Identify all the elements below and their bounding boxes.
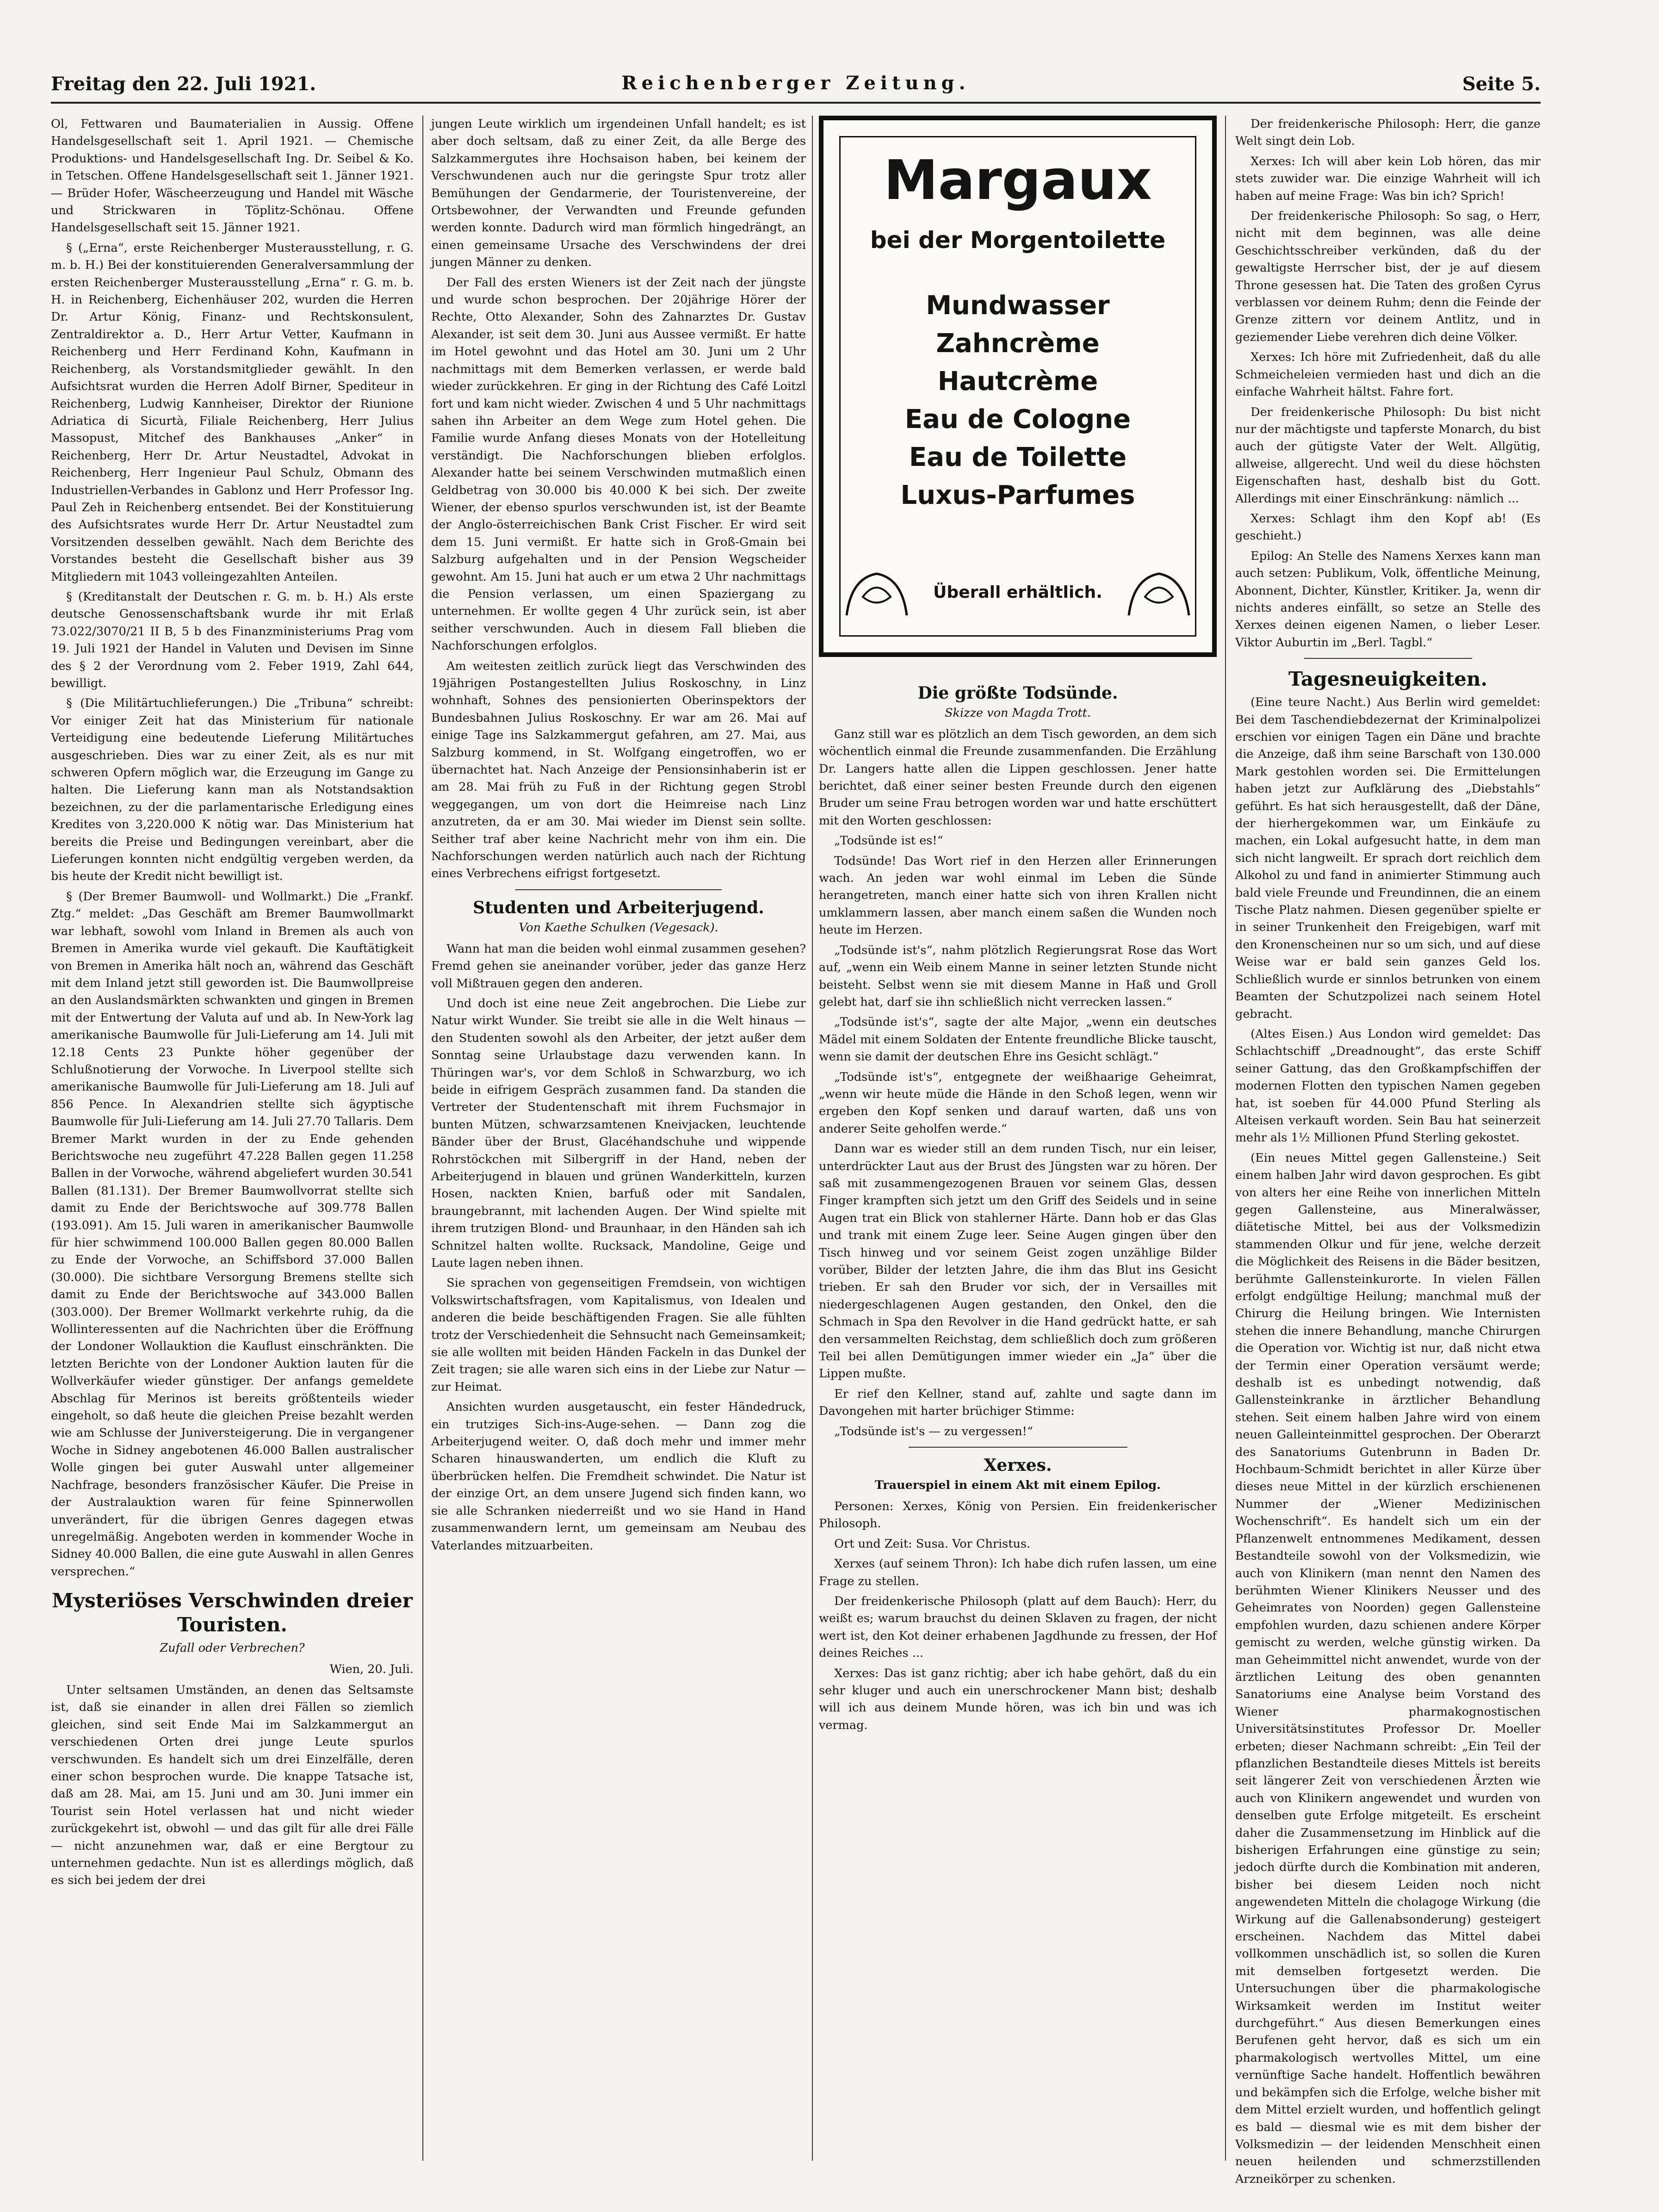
article-paragraph: Xerxes: Ich will aber kein Lob hören, das mir stets zuwider war. Die einzige Wahrheit will ich haben auf meine Frage: Was bin ich? Sprich! — [1235, 154, 1541, 203]
article-paragraph: Ort und Zeit: Susa. Vor Christus. — [834, 1537, 1031, 1551]
article-paragraph: Unter seltsamen Umständen, an denen das Seltsamste ist, daß sie einander in allen drei Fällen so ziemlich gleichen, sind seit Ende Mai im Salzkammergut an verschiedenen Orten drei junge Leute spurlos verschwunden. Es handelt sich um drei Einzelfälle, deren einer schon besprochen wurde. Die knappe Tatsache ist, daß am 28. Mai, am 15. Juni und am 30. Juni immer ein Tourist sein Hotel verlassen hat und nicht wieder zurückgekehrt ist, obwohl — und das gilt für alle drei Fälle — nicht anzunehmen war, daß er eine Bergtour zu unternehmen gedachte. Nun ist es allerdings möglich, daß es sich bei jedem der drei — [51, 1683, 414, 1888]
ad-product: Eau de Cologne — [904, 404, 1131, 434]
masthead — [51, 69, 1541, 104]
article-paragraph: Am weitesten zeitlich zurück liegt das Verschwinden des 19jährigen Postangestellten Julius Roskoschny, in Linz wohnhaft, Sohnes des pensionierten Oberinspektors der Bundesbahnen Julius Roskoschny. Er war am 26. Mai auf einige Tage ins Salzkammergut gefahren, am 27. Mai, aus Salzburg kommend, in St. Wolfgang eingetroffen, wo er übernachtet hat. Nach Anzeige der Pensionsinhaberin ist er am 28. Mai früh zu Fuß in der Richtung gegen Strobl weggegangen, um von dort die Heimreise nach Linz anzutreten, da er am 30. Mai wieder im Dienst sein sollte. Seither traf aber keine Nachricht mehr von ihm ein. Die Nachforschungen werden natürlich auch nach der Richtung eines Verbrechens eifrigst fortgesetzt. — [431, 659, 806, 881]
article-paragraph: Sie sprachen von gegenseitigen Fremdsein, von wichtigen Volkswirtschaftsfragen, vom Kapitalismus, von Idealen und anderen die beide beschäftigenden Fragen. Sie alle fühlten trotz der Verschiedenheit die Sehnsucht nach Gemeinsamkeit; sie alle wollten mit beiden Händen Fackeln in das Dunkel der Zeit tragen; sie alle waren sich eins in der Liebe zur Natur — zur Heimat. — [431, 1276, 806, 1394]
article-paragraph: Xerxes: Das ist ganz richtig; aber ich habe gehört, daß du ein sehr kluger und auch ein unerschrockener Mann bist; deshalb will ich aus deinem Munde hören, was ich bin und was ich vermag. — [819, 1666, 1217, 1732]
headline-todsuende: Die größte Todsünde. — [917, 683, 1118, 703]
headline-tagesneuigkeiten: Tagesneuigkeiten. — [1288, 668, 1488, 691]
article-paragraph: Xerxes: Schlagt ihm den Kopf ab! (Es geschieht.) — [1235, 511, 1541, 543]
ad-footer: Überall erhältlich. — [933, 583, 1102, 602]
article-paragraph: § („Erna“, erste Reichenberger Musterausstellung, r. G. m. b. H.) Bei der konstituierenden Generalversammlung der ersten Reichenberger Musterausstellung „Erna“ r. G. m. b. H. in Reichenberg, Eichenhäuser 202, wurden die Herren Dr. Artur König, Finanz- und Rechtskonsulent, Zentraldirektor a. D., Herr Artur Vetter, Kaufmann in Reichenberg und Herr Ferdinand Kohn, Kaufmann in Reichenberg, als Vorstandsmitglieder gewählt. In den Aufsichtsrat wurden die Herren Adolf Birner, Spediteur in Reichenberg, Ludwig Kannheiser, Direktor der Riunione Adriatica di Sicurtà, Filiale Reichenberg, Herr Julius Massopust, Mitchef des Bankhauses „Anker“ in Reichenberg, Herr Dr. Artur Neustadtel, Advokat in Reichenberg, Herr Ingenieur Paul Schulz, Obmann des Industriellen-Verbandes in Gablonz und Herr Professor Ing. Paul Zeh in Reichenberg entsendet. Bei der Konstituierung des Aufsichtsrates wurde Herr Dr. Artur Neustadtel zum Vorsitzenden desselben gewählt. Nach dem Berichte des Vorstandes besteht die Gesellschaft bisher aus 39 Mitgliedern mit 1043 volleingezahlten Anteilen. — [51, 241, 414, 584]
ad-product: Zahncrème — [936, 328, 1100, 359]
article-paragraph: „Todsünde ist es!“ — [834, 834, 943, 848]
column-4 — [1235, 116, 1541, 2186]
column-1 — [51, 116, 414, 2161]
column-3 — [819, 685, 1217, 2161]
subheadline: Trauerspiel in einem Akt mit einem Epilog. — [875, 1478, 1161, 1493]
newspaper-title: Reichenberger Zeitung. — [621, 72, 970, 94]
byline: Von Kaethe Schulken (Vegesack). — [519, 921, 718, 935]
article-paragraph: jungen Leute wirklich um irgendeinen Unfall handelt; es ist aber doch seltsam, daß zu einer Zeit, da alle Berge des Salzkammergutes ihre Hochsaison haben, bei keinem der Verschwundenen auch nur die geringste Spur trotz aller Bemühungen der Gendarmerie, der Touristenvereine, der Ortsbewohner, der Verwandten und Freunde gefunden werden konnte. Dadurch wird man förmlich hingedrängt, an einen gemeinsame Ursache des Verschwindens der drei jungen Männer zu denken. — [431, 117, 806, 270]
subheadline: Zufall oder Verbrechen? — [160, 1641, 305, 1655]
article-paragraph: Der freidenkerische Philosoph: So sag, o Herr, nicht mit dem beginnen, was alle deine Geschichtsschreiber verkünden, daß du der gewaltigste Herrscher bist, der je auf diesem Throne gesessen hat. Die Taten des großen Cyrus verblassen vor deinem Ruhm; denn die Feinde der Grenze zittern vor deinem Antlitz, und in geziemender Liebe verehren dich deine Völker. — [1235, 209, 1541, 344]
ad-product: Hautcrème — [937, 366, 1098, 397]
ad-brand: Margaux — [884, 148, 1152, 212]
headline-xerxes: Xerxes. — [984, 1456, 1052, 1475]
article-paragraph: Xerxes: Ich höre mit Zufriedenheit, daß du alle Schmeicheleien vermieden hast und dich an die einfache Wahrheit hältst. Fahre fort. — [1235, 350, 1541, 399]
article-paragraph: Der Fall des ersten Wieners ist der Zeit nach der jüngste und wurde schon besprochen. Der 20jährige Hörer der Rechte, Otto Alexander, Sohn des Zahnarztes Dr. Gustav Alexander, ist seit dem 30. Juni aus Aussee vermißt. Er hatte im Hotel gewohnt und das Hotel am 30. Juni um 2 Uhr nachmittags mit dem Bemerken verlassen, er werde bald wieder zurückkehren. Er ging in der Richtung des Café Loitzl fort und kam nicht wieder. Zwischen 4 und 5 Uhr nachmittags sahen ihn Arbeiter an dem Wege zum Hotel gehen. Die Familie wurde Anfang dieses Monats von der Hotelleitung verständigt. Die Nachforschungen blieben erfolglos. Alexander hatte bei seinem Verschwinden mutmaßlich einen Geldbetrag von 30.000 bis 40.000 K bei sich. Der zweite Wiener, der ebenso spurlos verschwunden ist, ist der Beamte der Anglo-österreichischen Bank Crist Fischer. Er wird seit dem 15. Juni vermißt. Er hatte sich in Groß-Gmain bei Salzburg aufgehalten und in der Pension Wegscheider gewohnt. Am 15. Juni hat auch er um etwa 2 Uhr nachmittags die Pension verlassen, um einen Spaziergang zu unternehmen. Er wollte gegen 4 Uhr zurück sein, ist aber seither verschwunden. Auch in diesem Fall blieben die Nachforschungen erfolglos. — [431, 275, 806, 653]
article-paragraph: „Todsünde ist's“, sagte der alte Major, „wenn ein deutsches Mädel mit einem Soldaten der Entente freundliche Blicke tauscht, wenn sie damit der deutschen Ehre ins Gesicht schlägt.“ — [819, 1015, 1217, 1064]
article-paragraph: Todsünde! Das Wort rief in den Herzen aller Erinnerungen wach. An jeden war wohl einmal im Leben die Sünde herangetreten, manch einer hatte sich von ihren Krallen nicht umklammern lassen, aber manch einem saßen die Wunden noch heute im Herzen. — [819, 854, 1217, 937]
divider — [1304, 658, 1472, 659]
newspaper-page — [51, 69, 1541, 2186]
article-paragraph: Der freidenkerische Philosoph (platt auf dem Bauch): Herr, du weißt es; warum brauchst du deinen Sklaven zu fragen, der nicht wert ist, den Kot deiner erhabenen Jagdhunde zu fressen, der Hof deines Reiches ... — [819, 1594, 1217, 1661]
article-paragraph: § (Kreditanstalt der Deutschen r. G. m. b. H.) Als erste deutsche Genossenschaftsbank wurde ihr mit Erlaß 73.022/3070/21 II B, 5 b des Finanzministeriums Prag vom 19. Juli 1921 der Handel in Valuten und Devisen im Sinne des § 2 der Verordnung vom 2. Feber 1919, Zahl 644, bewilligt. — [51, 589, 414, 690]
byline: Skizze von Magda Trott. — [945, 706, 1091, 720]
page-number: Seite 5. — [1462, 73, 1541, 95]
article-paragraph: Der freidenkerische Philosoph: Du bist nicht nur der mächtigste und tapferste Monarch, du bist auch der gütigste Vater der Welt. Allgütig, allweise, allgerecht. Und weil du diese höchsten Eigenschaften hast, deshalb bist du Gott. Allerdings mit einer Einschränkung: nämlich ... — [1235, 405, 1541, 506]
headline-students: Studenten und Arbeiterjugend. — [473, 898, 764, 917]
ad-product: Eau de Toilette — [909, 442, 1127, 472]
article-paragraph: Personen: Xerxes, König von Persien. Ein freidenkerischer Philosoph. — [819, 1499, 1217, 1531]
dateline: Wien, 20. Juli. — [329, 1662, 414, 1676]
ad-product-list — [823, 287, 1212, 514]
margaux-advertisement — [819, 116, 1217, 657]
ad-product: Mundwasser — [926, 291, 1110, 321]
article-paragraph: Ganz still war es plötzlich an dem Tisch geworden, an dem sich wöchentlich einmal die Freunde zusammenfanden. Die Erzählung Dr. Langers hatte allen die Lippen geschlossen. Jener hatte berichtet, daß einer seiner besten Freunde durch den eigenen Bruder um seine Frau betrogen worden war und hatte erschüttert mit den Worten geschlossen: — [819, 727, 1217, 828]
headline-mysterious-disappearance: Mysteriöses Verschwinden dreier Touristen. — [52, 1589, 413, 1636]
article-paragraph: Epilog: An Stelle des Namens Xerxes kann man auch setzen: Publikum, Volk, öffentliche Meinung, Abonnent, Dichter, Künstler, Kritiker. Ja, wenn dir nichts anderes einfällt, so setze an Stelle des Xerxes deinen eigenen Namen, o lieber Leser. Viktor Auburtin im „Berl. Tagbl.“ — [1235, 549, 1541, 650]
issue-date: Freitag den 22. Juli 1921. — [51, 73, 316, 95]
divider — [515, 889, 722, 890]
divider — [909, 1447, 1127, 1448]
column-rule — [1225, 116, 1226, 2161]
article-paragraph: Der freidenkerische Philosoph: Herr, die ganze Welt singt dein Lob. — [1235, 117, 1541, 149]
article-paragraph: „Todsünde ist's“, entgegnete der weißhaarige Geheimrat, „wenn wir heute müde die Hände in den Schoß legen, wenn wir ergeben den Kopf senken und darauf warten, daß uns von anderer Seite geholfen werde.“ — [819, 1070, 1217, 1136]
column-rule — [812, 116, 813, 2161]
article-paragraph: Er rief den Kellner, stand auf, zahlte und sagte dann im Davongehen mit harter brüchiger Stimme: — [819, 1387, 1217, 1419]
article-paragraph: „Todsünde ist's — zu vergessen!“ — [834, 1424, 1033, 1438]
article-paragraph: Wann hat man die beiden wohl einmal zusammen gesehen? Fremd gehen sie aneinander vorüber, jeder das ganze Herz voll Mißtrauen gegen den anderen. — [431, 942, 806, 991]
article-paragraph: (Eine teure Nacht.) Aus Berlin wird gemeldet: Bei dem Taschendiebdezernat der Kriminalpolizei erschien vor einigen Tagen ein Däne und brachte die Anzeige, daß ihm seine Barschaft von 130.000 Mark gestohlen worden sei. Die Ermittelungen haben jetzt zur Aufklärung des „Diebstahls“ geführt. Es hat sich herausgestellt, daß der Däne, der hierhergekommen war, um Einkäufe zu machen, ein Lokal aufgesucht hatte, in dem man sich nicht langweilt. Er sprach dort reichlich dem Alkohol zu und fand in animierter Stimmung auch bald viele Freunde und Freundinnen, die an einem Tische Platz nahmen. Diesen gegenüber spielte er in seiner Trunkenheit den Freigebigen, warf mit den Kronenscheinen nur so um sich, und auf diese Weise war er bald sein ganzes Geld los. Schließlich wurde er sinnlos betrunken von einem Beamten der Schutzpolizei nach seinem Hotel gebracht. — [1235, 695, 1541, 1021]
ad-tagline: bei der Morgentoilette — [870, 227, 1166, 254]
article-paragraph: Ansichten wurden ausgetauscht, ein fester Händedruck, ein trutziges Sich-ins-Auge-sehen. — Dann zog die Arbeiterjugend weiter. O, daß doch mehr und immer mehr Scharen hinauswanderten, um endlich die Kluft zu überbrücken helfen. Die Fremdheit schwindet. Die Natur ist der einzige Ort, an dem unsere Jugend sich finden kann, wo sie alle Schranken niederreißt und wo sie Hand in Hand zusammenwandern lernt, um gemeinsam am Neubau des Vaterlandes mitzuarbeiten. — [431, 1400, 806, 1553]
article-paragraph: Xerxes (auf seinem Thron): Ich habe dich rufen lassen, um eine Frage zu stellen. — [819, 1557, 1217, 1588]
article-paragraph: (Ein neues Mittel gegen Gallensteine.) Seit einem halben Jahr wird davon gesprochen. Es gibt von alters her eine Reihe von innerlichen Mitteln gegen Gallensteine, aus Mineralwässer, diätetische Mittel, bei aus der Volksmedizin stammenden Olkur und für jene, welche derzeit die Möglichkeit des Reisens in die Bäder besitzen, berühmte Gallensteinkurorte. In vielen Fällen erfolgt endgültige Heilung; manchmal muß der Chirurg die Heilung bringen. Wie Internisten stehen die innere Behandlung, manche Chirurgen die Operation vor. Wichtig ist nur, daß nicht etwa der Termin einer Operation versäumt werde; deshalb ist es unbedingt notwendig, daß Gallensteinkranke in ärztlicher Behandlung stehen. Seit einem halben Jahre wird von einem neuen Galleinteinmittel gesprochen. Der Oberarzt des Sanatoriums Gutenbrunn in Baden Dr. Hochbaum-Schmidt berichtet in aller Kürze über dieses neue Mittel in der kürzlich erschienenen Nummer der „Wiener Medizinischen Wochenschrift“. Es handelt sich um ein der Pflanzenwelt entnommenes Medikament, dessen Bestandteile sowohl von der Volksmedizin, wie auch von Klinikern (man nennt den Namen des berühmten Wiener Klinikers Neusser und des Geheimrates von Noorden) gegen Gallensteine empfohlen wurden, dazu schienen andere Körper gemischt zu werden, welche günstig wirken. Da man Geheimmittel nicht anwendet, wurde von der ärztlichen Leitung des oben genannten Sanatoriums eine Analyse beim Vorstand des Wiener pharmakognostischen Universitätsinstitutes Professor Dr. Moeller erbeten; dieser Nachmann schreibt: „Ein Teil der pflanzlichen Bestandteile dieses Mittels ist bereits seit längerer Zeit von verschiedenen Ärzten wie auch von Klinikern angewendet und wurden von denselben gute Erfolge mitgeteilt. Es erscheint daher die Zusammensetzung im Hinblick auf die bisherigen Erfahrungen eine günstige zu sein; jedoch dürfte durch die Kombination mit anderen, bisher bei diesem Leiden noch nicht angewendeten Mitteln die cholagoge Wirkung (die Wirkung auf die Gallenabsonderung) gesteigert erscheinen. Nachdem das Mittel dabei vollkommen unschädlich ist, so sollen die Kuren mit demselben fortgesetzt werden. Die Untersuchungen über die pharmakologische Wirksamkeit werden im Institut weiter durchgeführt.“ Aus diesen Bemerkungen eines Berufenen geht hervor, daß es sich um ein pharmakologisch wertvolles Mittel, um eine vernünftige Sache handelt. Hoffentlich bewähren und bekämpfen sich die Erfolge, welche bisher mit dem Mittel erzielt wurden, und hoffentlich gelingt es bald — diesmal wie es mit dem bisher der Volksmedizin — der leidenden Menschheit einen neuen heilenden und schmerzstillenden Arzneikörper zu schenken. — [1235, 1151, 1541, 2186]
article-paragraph: Und doch ist eine neue Zeit angebrochen. Die Liebe zur Natur wirkt Wunder. Sie treibt sie alle in die Welt hinaus — den Studenten sowohl als den Arbeiter, der jetzt außer dem Sonntag seine Urlaubstage dazu verwenden kann. In Thüringen war's, vor dem Schloß in Schwarzburg, wo ich beide in eifrigem Gespräch zusammen fand. Da standen die Vertreter der Studentenschaft mit ihrem Fuchsmajor in bunten Mützen, schwarzsamtenen Kneivjacken, leuchtende Bänder über der Brust, Glacéhandschuhe und wippende Rohrstöckchen mit Silbergriff in der Hand, neben der Arbeiterjugend in blauen und grünen Wanderkitteln, kurzen Hosen, nackten Knien, barfuß oder mit Sandalen, braungebrannt, mit lachenden Augen. Der Wind spielte mit ihrem trutzigen Blond- und Braunhaar, in den Händen sah ich Schnitzel halten wollte. Rucksack, Mandoline, Geige und Laute lagen neben ihnen. — [431, 996, 806, 1270]
article-paragraph: Dann war es wieder still an dem runden Tisch, nur ein leiser, unterdrückter Laut aus der Brust des Jüngsten war zu hören. Der saß mit zusammengezogenen Brauen vor seinem Glas, dessen Finger krampften sich jetzt um den Griff des Seidels und in seine Augen trat ein Blick von stahlerner Härte. Dann hob er das Glas und trank mit einem Zuge leer. Seine Augen gingen über den Tisch hinweg und vor seinem Geist zogen unzählige Bilder vorüber, Bilder der letzten Jahre, die ihm das Blut ins Gesicht trieben. Er sah den Bruder vor sich, der in Versailles mit niedergeschlagenen Augen gestanden, den Onkel, den die Schmach in Spa den Revolver in die Hand gedrückt hatte, er sah den versammelten Reichstag, dem schließlich doch zum größeren Teil bei allen Demütigungen immer wieder ein „Ja“ über die Lippen mußte. — [819, 1142, 1217, 1381]
ad-product: Luxus-Parfumes — [900, 480, 1135, 510]
column-2 — [431, 116, 806, 2161]
column-rule — [422, 116, 423, 2161]
article-paragraph: § (Die Militärtuchlieferungen.) Die „Tribuna“ schreibt: Vor einiger Zeit hat das Ministerium für nationale Verteidigung eine bedeutende Lieferung Militärtuches ausgeschrieben. Dies war zu einer Zeit, als es nur mit schweren Opfern möglich war, die Erzeugung im Gange zu halten. Die Lieferung kann man als Notstandsaktion bezeichnen, zu der die parlamentarische Erledigung eines Kredites von 3,220.000 K nötig war. Das Ministerium hat bereits die Preise und Bedingungen vereinbart, aber die Lieferungen konnten nicht endgültig vergeben werden, da bis heute der Kredit nicht bewilligt ist. — [51, 696, 414, 884]
article-paragraph: Ol, Fettwaren und Baumaterialien in Aussig. Offene Handelsgesellschaft seit 1. April 1921. — Chemische Produktions- und Handelsgesellschaft Ing. Dr. Seibel & Ko. in Tetschen. Offene Handelsgesellschaft seit 1. Jänner 1921. — Brüder Hofer, Wäscheerzeugung und Handel mit Wäsche und Strickwaren in Töplitz-Schönau. Offene Handelsgesellschaft seit 15. Jänner 1921. — [51, 117, 414, 235]
article-paragraph: § (Der Bremer Baumwoll- und Wollmarkt.) Die „Frankf. Ztg.“ meldet: „Das Geschäft am Bremer Baumwollmarkt war lebhaft, sowohl vom Inland in Bremen als auch von Bremen in Amerika wurde viel gekauft. Die Kauftätigkeit von Bremen in Amerika hält noch an, während das Geschäft mit dem Inland jetzt still geworden ist. Die Baumwollpreise an den Auslandsmärkten schwankten und gingen in Bremen mit der Entwertung der Valuta auf und ab. In New-York lag amerikanische Baumwolle für Juli-Lieferung am 14. Juli mit 12.18 Cents 23 Punkte höher gegenüber der Schlußnotierung der Vorwoche. In Liverpool stellte sich amerikanische Baumwolle für Juli-Lieferung am 18. Juli auf 856 Pence. In Alexandrien stellte sich ägyptische Baumwolle für Juli-Lieferung am 14. Juli 27.70 Tallaris. Dem Bremer Markt wurden in der zu Ende gehenden Berichtswoche neu zugeführt 47.228 Ballen gegen 11.258 Ballen in der Vorwoche, während abgeliefert wurden 30.541 Ballen (81.131). Der Bremer Baumwollvorrat stellte sich damit zu Ende der Berichtswoche auf 309.778 Ballen (193.091). Am 15. Juli waren in amerikanischer Baumwolle für hier schwimmend 100.000 Ballen gegen 80.000 Ballen zu Ende der Vorwoche, an Schiffsbord 37.000 Ballen (30.000). Die sichtbare Versorgung Bremens stellte sich damit zu Ende der Berichtswoche auf 343.000 Ballen (303.000). Der Bremer Wollmarkt verkehrte ruhig, da die Wollinteressenten auf die Nachrichten über die Eröffnung der Londoner Wollauktion die Kauflust einschränkten. Die letzten Berichte von der Londoner Auktion lauten für die Wollverkäufer wieder günstiger. Der anfangs gemeldete Abschlag für Merinos ist bereits größtenteils wieder eingeholt, so daß heute die gleichen Preise bezahlt werden wie am Schlusse der Juniversteigerung. Die in vergangener Woche in Sidney angebotenen 46.000 Ballen australischer Wolle gingen bei guter Auswahl unter allgemeiner Nachfrage, besonders französischer Käufer. Die Preise in der Australauktion waren für feine Spinnerwollen unverändert, für die übrigen Genres dagegen etwas unregelmäßig. Angeboten werden in kommender Woche in Sidney 40.000 Ballen, die eine gute Auswahl in allen Genres versprechen.“ — [51, 889, 414, 1579]
article-paragraph: „Todsünde ist's“, nahm plötzlich Regierungsrat Rose das Wort auf, „wenn ein Weib einem Manne in seiner letzten Stunde nicht beisteht. Selbst wenn sie mit diesem Manne in Haß und Groll gelebt hat, darf sie ihn schließlich nicht verrecken lassen.“ — [819, 943, 1217, 1009]
article-paragraph: (Altes Eisen.) Aus London wird gemeldet: Das Schlachtschiff „Dreadnought“, das erste Schiff seiner Gattung, das den Großkampfschiffen der modernen Flotten den typischen Namen gegeben hat, ist soeben für 44.000 Pfund Sterling als Alteisen verkauft worden. Sein Bau hat seinerzeit mehr als 1½ Millionen Pfund Sterling gekostet. — [1235, 1027, 1541, 1145]
